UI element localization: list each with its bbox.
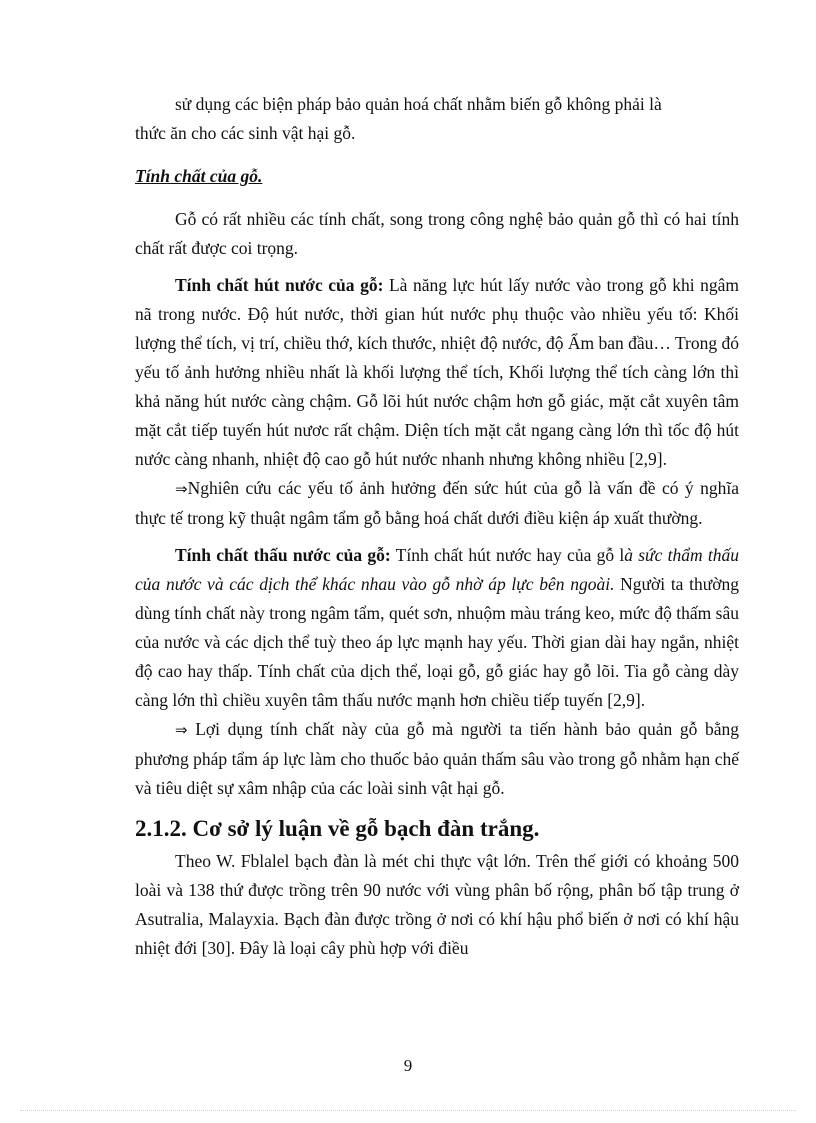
section-heading-2-1-2: 2.1.2. Cơ sở lý luận về gỗ bạch đàn trắng. <box>135 816 540 841</box>
intro-line-2 <box>135 119 739 148</box>
paragraph-eucalyptus: Theo W. Fblalel bạch đàn là mét chi thực vật lớn. Trên thế giới có khoảng 500 loài và 138 thứ được trồng trên 90 nước với vùng phân bố rộng, phân bố tập trung ở Asutralia, Malayxia. Bạch đàn được trồng ở nơi có khí hậu phổ biến ở nơi có khí hậu nhiệt đới [30]. Đây là loại cây phù hợp với điều <box>135 851 739 958</box>
intro-line-1 <box>135 90 739 119</box>
intro-line-2-text: thức ăn cho các sinh vật hại gỗ. <box>135 123 356 143</box>
paragraph-conclusion-1 <box>135 474 739 533</box>
conclusion-2-text: Lợi dụng tính chất này của gỗ mà người ta tiến hành bảo quản gỗ bằng phương pháp tẩm áp lực làm cho thuốc bảo quản thấm sâu vào trong gỗ nhằm hạn chế và tiêu diệt sự xâm nhập của các loài sinh vật hại gỗ. <box>135 719 739 798</box>
intro-line-1-text: sử dụng các biện pháp bảo quản hoá chất nhằm biến gỗ không phải là <box>175 94 662 114</box>
body-text <box>135 90 739 963</box>
conclusion-1-text: Nghiên cứu các yếu tố ảnh hưởng đến sức hút của gỗ là vấn đề có ý nghĩa thực tế trong kỹ thuật ngâm tẩm gỗ bằng hoá chất dưới điều kiện áp xuất thường. <box>135 478 739 528</box>
paragraph-properties-intro: Gỗ có rất nhiều các tính chất, song trong công nghệ bảo quản gỗ thì có hai tính chất rất được coi trọng. <box>135 209 739 258</box>
water-permeability-label: Tính chất thấu nước của gỗ: <box>175 545 391 565</box>
paragraph-water-absorption <box>135 271 739 474</box>
water-permeability-definition: à sức thẩm thấu của nước và các dịch thể khác nhau vào gỗ nhờ áp lực bên ngoài. <box>135 545 740 594</box>
paragraph-water-permeability <box>135 541 739 715</box>
section-title-properties: Tính chất của gỗ. <box>135 166 263 186</box>
water-permeability-rest: Người ta thường dùng tính chất này trong ngâm tẩm, quét sơn, nhuộm màu tráng keo, mức độ thấm sâu của nước và các dịch thể tuỳ theo áp lực mạnh hay yếu. Thời gian dài hay ngắn, nhiệt độ cao hay thấp. Tính chất của dịch thể, loại gỗ, gỗ giác hay gỗ lõi. Tia gỗ càng dày càng lớn thì chiều xuyên tâm thấu nước mạnh hơn chiều tiếp tuyến [2,9]. <box>135 574 739 710</box>
water-permeability-text: Tính chất hút nước hay của gỗ l <box>390 545 625 565</box>
water-absorption-label: Tính chất hút nước của gỗ: <box>175 275 384 295</box>
implies-arrow-icon-2: ⇒ <box>175 721 188 739</box>
page-number: 9 <box>403 1056 413 1075</box>
water-absorption-text: Là năng lực hút lấy nước vào trong gỗ khi ngâm nã trong nước. Độ hút nước, thời gian hút nước phụ thuộc vào nhiều yếu tố: Khối lượng thể tích, vị trí, chiều thớ, kích thước, nhiệt độ nước, độ Ẩm ban đầu… Trong đó yếu tố ảnh hưởng nhiều nhất là khối lượng thể tích, Khối lượng thể tích càng lớn thì khả năng hút nước càng chậm. Gỗ lõi hút nước chậm hơn gỗ giác, mặt cắt xuyên tâm mặt cắt tiếp tuyến hút nươc rất chậm. Diện tích mặt cắt ngang càng lớn thì tốc độ hút nước càng nhanh, nhiệt độ cao gỗ hút nước nhanh nhưng không nhiều [2,9]. <box>135 275 740 469</box>
page-bottom-divider <box>20 1110 796 1111</box>
paragraph-conclusion-2 <box>135 715 739 803</box>
implies-arrow-icon: ⇒ <box>175 480 188 498</box>
